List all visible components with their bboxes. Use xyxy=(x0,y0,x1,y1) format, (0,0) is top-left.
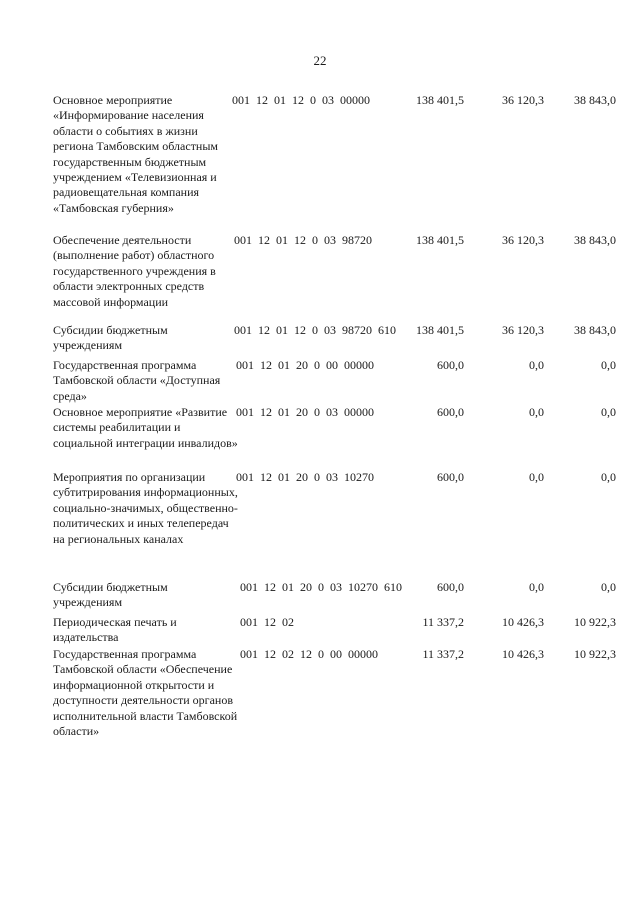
page-number: 22 xyxy=(313,53,327,68)
row-value-3: 0,0 xyxy=(601,580,616,594)
row-code: 001 12 02 xyxy=(240,615,294,629)
row-description: Обеспечение деятельности (выполнение работ) областного государственного учреждения в области электронных средств массовой информации xyxy=(53,233,216,309)
row-code: 001 12 01 20 0 00 00000 xyxy=(236,358,374,372)
row-code: 001 12 01 20 0 03 10270 xyxy=(236,470,374,484)
row-value-3: 0,0 xyxy=(601,470,616,484)
row-value-2: 0,0 xyxy=(529,358,544,372)
row-value-2: 36 120,3 xyxy=(502,323,544,337)
row-description: Основное мероприятие «Информирование населения области о событиях в жизни региона Тамбовским областным государственным бюджетным учреждением «Телевизионная и радиовещательная компания «Тамбовская губерния» xyxy=(53,93,219,215)
row-value-3: 10 922,3 xyxy=(574,647,616,661)
row-description: Мероприятия по организации субтитрирования информационных, социально-значимых, общественно-политических и иных телепередач на региональных каналах xyxy=(53,470,238,546)
row-value-1: 600,0 xyxy=(437,580,464,594)
row-value-1: 138 401,5 xyxy=(416,233,464,247)
row-description: Субсидии бюджетным учреждениям xyxy=(53,323,168,353)
row-code: 001 12 02 12 0 00 00000 xyxy=(240,647,378,661)
row-value-1: 600,0 xyxy=(437,470,464,484)
row-code: 001 12 01 20 0 03 00000 xyxy=(236,405,374,419)
row-code: 001 12 01 12 0 03 98720 xyxy=(234,233,372,247)
row-code: 001 12 01 20 0 03 10270 610 xyxy=(240,580,402,594)
row-description: Государственная программа Тамбовской области «Обеспечение информационной открытости и доступности деятельности органов исполнительной власти Тамбовской области» xyxy=(53,647,238,739)
row-value-2: 36 120,3 xyxy=(502,93,544,107)
row-value-3: 0,0 xyxy=(601,358,616,372)
row-value-3: 0,0 xyxy=(601,405,616,419)
row-value-1: 11 337,2 xyxy=(422,647,464,661)
row-value-2: 0,0 xyxy=(529,470,544,484)
row-value-3: 38 843,0 xyxy=(574,93,616,107)
row-code: 001 12 01 12 0 03 00000 xyxy=(232,93,370,107)
row-description: Субсидии бюджетным учреждениям xyxy=(53,580,168,610)
row-value-2: 10 426,3 xyxy=(502,615,544,629)
row-value-1: 11 337,2 xyxy=(422,615,464,629)
row-value-3: 10 922,3 xyxy=(574,615,616,629)
row-value-3: 38 843,0 xyxy=(574,323,616,337)
row-value-2: 10 426,3 xyxy=(502,647,544,661)
row-value-2: 36 120,3 xyxy=(502,233,544,247)
row-value-2: 0,0 xyxy=(529,580,544,594)
row-value-1: 138 401,5 xyxy=(416,93,464,107)
row-value-1: 600,0 xyxy=(437,405,464,419)
row-value-2: 0,0 xyxy=(529,405,544,419)
row-description: Основное мероприятие «Развитие системы реабилитации и социальной интеграции инвалидов» xyxy=(53,405,238,450)
row-description: Государственная программа Тамбовской области «Доступная среда» xyxy=(53,358,221,403)
row-value-1: 600,0 xyxy=(437,358,464,372)
row-value-1: 138 401,5 xyxy=(416,323,464,337)
row-description: Периодическая печать и издательства xyxy=(53,615,177,645)
row-value-3: 38 843,0 xyxy=(574,233,616,247)
row-code: 001 12 01 12 0 03 98720 610 xyxy=(234,323,396,337)
